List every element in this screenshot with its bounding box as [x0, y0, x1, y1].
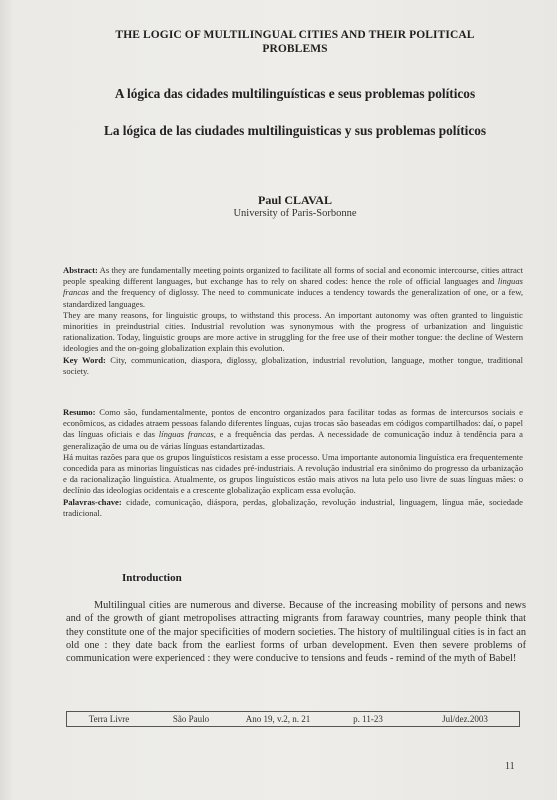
resumo-label: Resumo:: [63, 407, 96, 417]
abstract-text-1: As they are fundamentally meeting points organized to facilitate all forms of social and economic intercourse, cities attract people speaking different languages, but exchange has to rely on shared codes: hence the role of official languages and: [63, 265, 523, 287]
citation-city: São Paulo: [172, 714, 210, 724]
palavras-chave-label: Palavras-chave:: [63, 496, 122, 507]
title-portuguese: A lógica das cidades multilinguísticas e seus problemas políticos: [114, 86, 476, 101]
citation-box: [66, 711, 520, 727]
page-number: 11: [505, 761, 515, 772]
abstract-text-2: and the frequency of diglossy. The need to communicate induces a tendency towards the generalization of one, or a few, standardized languages.: [63, 287, 523, 309]
introduction-paragraph: Multilingual cities are numerous and diverse. Because of the increasing mobility of persons and news and of the growth of giant metropolises attracting migrants from faraway countries, many people think that they constitute one of the major specificities of modern societies. The history of multilingual cities is in fact an old one : they date back from the earliest forms of urban development. Even then severe problems of communication were experienced : they were conducive to tensions and feuds - remind of the myth of Babel!: [66, 600, 526, 665]
resumo-paragraph-1: [63, 407, 523, 452]
abstract-label: Abstract:: [63, 265, 98, 275]
abstract-section: [63, 265, 523, 377]
introduction-heading: Introduction: [122, 572, 182, 584]
keywords-label: Key Word:: [63, 354, 106, 365]
abstract-keywords: [63, 355, 523, 377]
title-english: [60, 28, 530, 56]
resumo-italic-term: línguas francas: [158, 429, 214, 440]
palavras-chave-text: cidade, comunicação, diáspora, perdas, globalização, revolução industrial, linguagem, língua mãe, sociedade tradicional.: [63, 496, 523, 518]
title-spanish: La lógica de las ciudades multilinguisticas y sus problemas políticos: [103, 123, 487, 138]
resumo-text-2: , e a frequência das perdas. A necessidade de comunicação induz à tendência para a generalização de uma ou de várias línguas estandartizadas.: [63, 429, 523, 451]
keywords-text: City, communication, diaspora, diglossy, globalization, industrial revolution, language, mother tongue, traditional society.: [63, 354, 523, 376]
resumo-text-1: Como são, fundamentalmente, pontos de encontro organizados para facilitar todas as formas de intercursos sociais e econômicos, as cidades atraem pessoas falando diferentes línguas, cujas trocas são baseadas em códigos compartilhados: daí, o papel das línguas oficiais e das: [63, 407, 523, 440]
abstract-paragraph-2: They are many reasons, for linguistic groups, to withstand this process. An important autonomy was often granted to linguistic minorities in preindustrial cities. Industrial revolution was synonymous with the progress of urbanization and linguistic rationalization. Today, linguistic groups are more active in struggling for the free use of their mother tongue: the decline of Western ideologies and the on-going globalization explain this evolution.: [63, 309, 523, 354]
citation-volume: Ano 19, v.2, n. 21: [245, 714, 311, 724]
abstract-italic-term: linguas francas: [63, 276, 523, 298]
resumo-section: [63, 407, 523, 519]
author-affiliation: University of Paris-Sorbonne: [233, 208, 357, 219]
author-name: Paul CLAVAL: [258, 193, 332, 207]
title-english-line-1: THE LOGIC OF MULTILINGUAL CITIES AND THEIR POLITICAL: [115, 29, 475, 41]
resumo-paragraph-2: Há muitas razões para que os grupos linguísticos resistam a esse processo. Uma importante autonomia linguística era frequentemente concedida para as minorias linguísticas nas cidades pré-industriais. A revolução industrial era sinônimo do progresso da urbanização e da racionalização linguística. Atualmente, os grupos linguísticos estão mais ativos na luta pelo uso livre de suas línguas mães: o declínio das ideologias ocidentais e a crescente globalização explicam essa evolução.: [63, 451, 523, 496]
resumo-keywords: [63, 497, 523, 519]
abstract-paragraph-1: [63, 265, 523, 310]
citation-pages: p. 11-23: [353, 714, 383, 724]
citation-date: Jul/dez.2003: [442, 714, 488, 724]
citation-journal: Terra Livre: [88, 714, 130, 724]
title-english-line-2: PROBLEMS: [262, 43, 328, 55]
